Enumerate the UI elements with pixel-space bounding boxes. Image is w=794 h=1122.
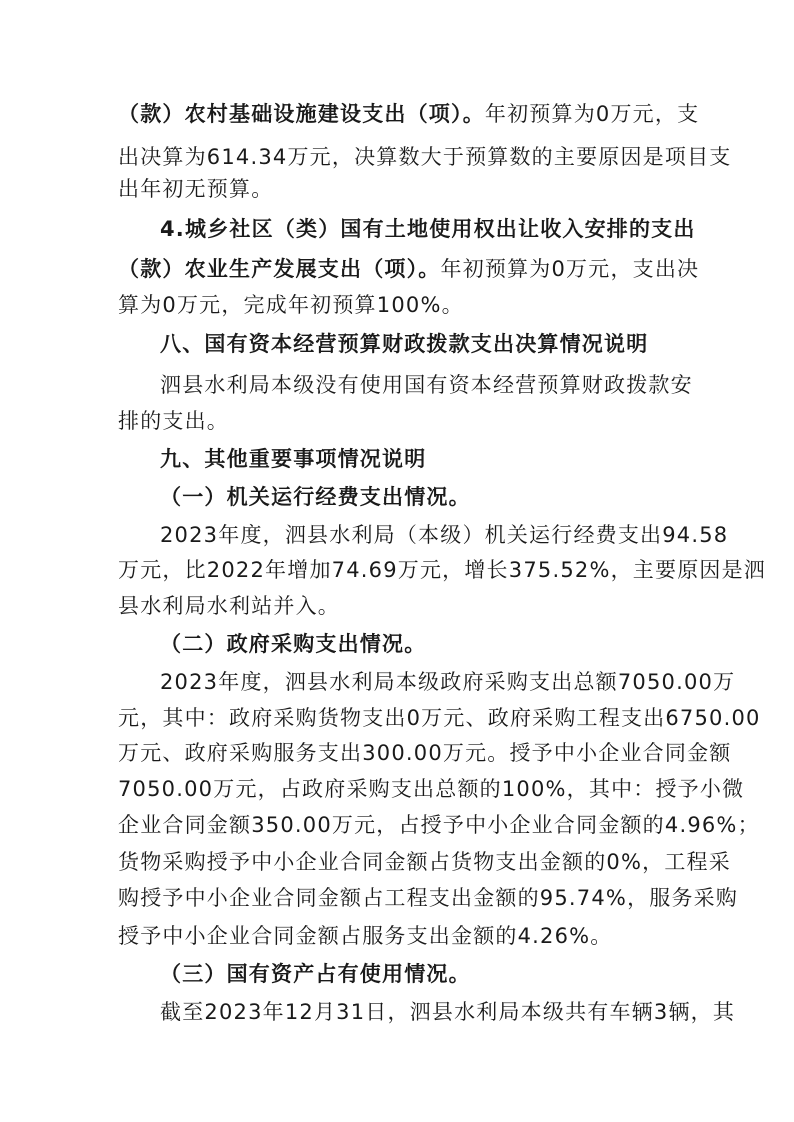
item-heading-4: 4.城乡社区（类）国有土地使用权出让收入安排的支出 <box>160 217 696 241</box>
text-line-14: 县水利局水利站并入。 <box>118 594 340 618</box>
text-line-6: 算为0万元，完成年初预算100%。 <box>118 293 464 317</box>
text-line-22: 购授予中小企业合同金额占工程支出金额的95.74%，服务采购 <box>118 886 739 910</box>
subsection-heading-2: （二）政府采购支出情况。 <box>160 632 427 656</box>
text-line-2: 出决算为614.34万元，决算数大于预算数的主要原因是项目支 <box>118 145 732 169</box>
text-line-13: 万元，比2022年增加74.69万元，增长375.52%，主要原因是泗 <box>118 558 766 582</box>
text-line-25: 截至2023年12月31日，泗县水利局本级共有车辆3辆，其 <box>160 1000 736 1024</box>
text-line-9: 排的支出。 <box>118 409 229 433</box>
subsection-heading-1: （一）机关运行经费支出情况。 <box>160 485 471 509</box>
text-line-5 <box>118 252 700 286</box>
text-line-18: 万元、政府采购服务支出300.00万元。授予中小企业合同金额 <box>118 741 732 765</box>
text-line-17: 元，其中：政府采购货物支出0万元、政府采购工程支出6750.00 <box>118 706 761 730</box>
item-body: 年初预算为0万元，支 <box>484 102 700 126</box>
item-body: 年初预算为0万元，支出决 <box>440 257 700 281</box>
text-line-23: 授予中小企业合同金额占服务支出金额的4.26%。 <box>118 924 613 948</box>
text-line-21: 货物采购授予中小企业合同金额占货物支出金额的0%，工程采 <box>118 850 731 874</box>
item-heading: （款）农业生产发展支出（项）。 <box>118 257 441 281</box>
section-heading-9: 九、其他重要事项情况说明 <box>160 447 427 471</box>
text-line-20: 企业合同金额350.00万元，占授予中小企业合同金额的4.96%； <box>118 813 760 837</box>
section-heading-8: 八、国有资本经营预算财政拨款支出决算情况说明 <box>160 332 649 356</box>
text-line-3: 出年初无预算。 <box>118 177 274 201</box>
subsection-heading-3: （三）国有资产占有使用情况。 <box>160 962 471 986</box>
text-line-8: 泗县水利局本级没有使用国有资本经营预算财政拨款安 <box>160 373 693 397</box>
item-heading: （款）农村基础设施建设支出（项）。 <box>118 102 485 126</box>
text-line-19: 7050.00万元，占政府采购支出总额的100%，其中：授予小微 <box>118 777 745 801</box>
text-line-12: 2023年度，泗县水利局（本级）机关运行经费支出94.58 <box>160 523 729 547</box>
text-line-1 <box>118 97 700 131</box>
text-line-16: 2023年度，泗县水利局本级政府采购支出总额7050.00万 <box>160 670 736 694</box>
